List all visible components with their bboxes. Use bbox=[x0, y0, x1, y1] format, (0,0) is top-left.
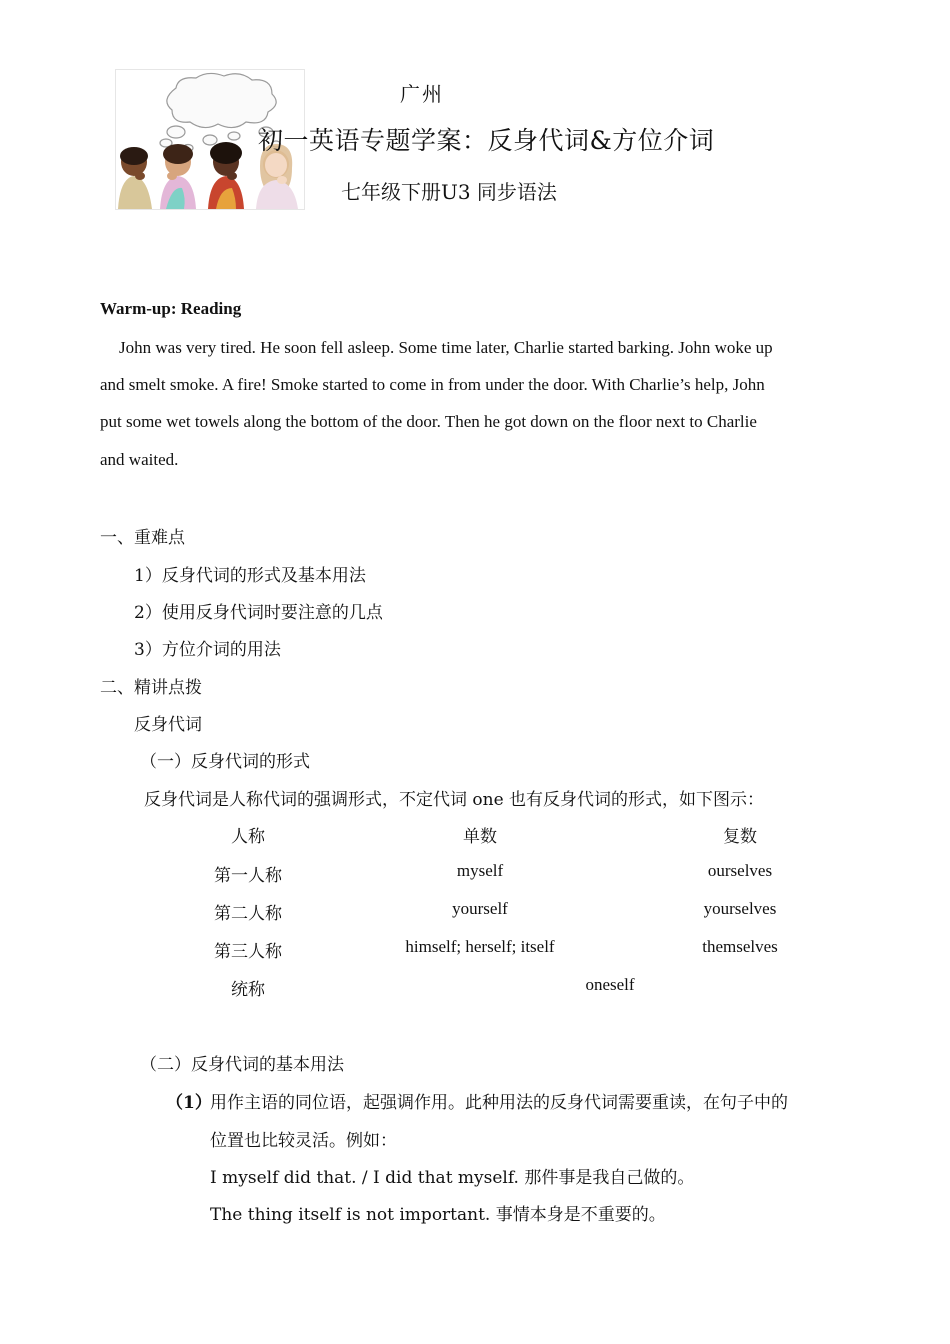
section1-heading: 一、重难点 bbox=[100, 528, 185, 548]
table-cell: yourselves bbox=[703, 899, 777, 918]
table-cell: yourself bbox=[452, 899, 508, 918]
document-subtitle: 七年级下册U3 同步语法 bbox=[341, 180, 557, 204]
warmup-line: and waited. bbox=[100, 450, 179, 469]
table-cell: himself; herself; itself bbox=[405, 937, 555, 956]
list-item: 3）方位介词的用法 bbox=[134, 640, 281, 660]
topic-heading: 反身代词 bbox=[134, 715, 202, 735]
table-cell: 第一人称 bbox=[214, 866, 282, 885]
example-sentence: The thing itself is not important. 事情本身是不重要的。 bbox=[210, 1205, 666, 1225]
table-cell: 第三人称 bbox=[214, 942, 282, 961]
header-city: 广州 bbox=[400, 82, 444, 106]
section2-heading: 二、精讲点拨 bbox=[100, 678, 202, 698]
intro-text: 反身代词是人称代词的强调形式，不定代词 one 也有反身代词的形式，如下图示： bbox=[144, 790, 765, 810]
table-cell: themselves bbox=[702, 937, 778, 956]
usage-number: （1） bbox=[166, 1093, 212, 1113]
table-header: 单数 bbox=[463, 827, 497, 846]
list-item: 1）反身代词的形式及基本用法 bbox=[134, 566, 366, 586]
table-cell: 统称 bbox=[231, 980, 265, 999]
usage-text: 用作主语的同位语，起强调作用。此种用法的反身代词需要重读，在句子中的 bbox=[210, 1093, 788, 1113]
table-header: 复数 bbox=[723, 827, 757, 846]
warmup-heading: Warm-up: Reading bbox=[100, 299, 242, 318]
subsection-heading: （一）反身代词的形式 bbox=[140, 752, 310, 772]
table-cell: myself bbox=[456, 861, 504, 880]
usage-text: 位置也比较灵活。例如： bbox=[210, 1131, 397, 1151]
table-cell: ourselves bbox=[707, 861, 773, 880]
table-cell: oneself bbox=[585, 975, 635, 994]
example-sentence: I myself did that. / I did that myself. 那件事是我自己做的。 bbox=[210, 1168, 695, 1188]
document-title: 初一英语专题学案：反身代词&方位介词 bbox=[258, 126, 715, 155]
warmup-line: John was very tired. He soon fell asleep. Some time later, Charlie started barking. John woke up bbox=[119, 338, 773, 357]
warmup-line: and smelt smoke. A fire! Smoke started to come in from under the door. With Charlie’s help, John bbox=[100, 375, 765, 394]
warmup-line: put some wet towels along the bottom of the door. Then he got down on the floor next to Charlie bbox=[100, 412, 757, 431]
list-item: 2）使用反身代词时要注意的几点 bbox=[134, 603, 383, 623]
table-header: 人称 bbox=[231, 827, 265, 846]
subsection-heading: （二）反身代词的基本用法 bbox=[140, 1055, 344, 1075]
table-cell: 第二人称 bbox=[214, 904, 282, 923]
